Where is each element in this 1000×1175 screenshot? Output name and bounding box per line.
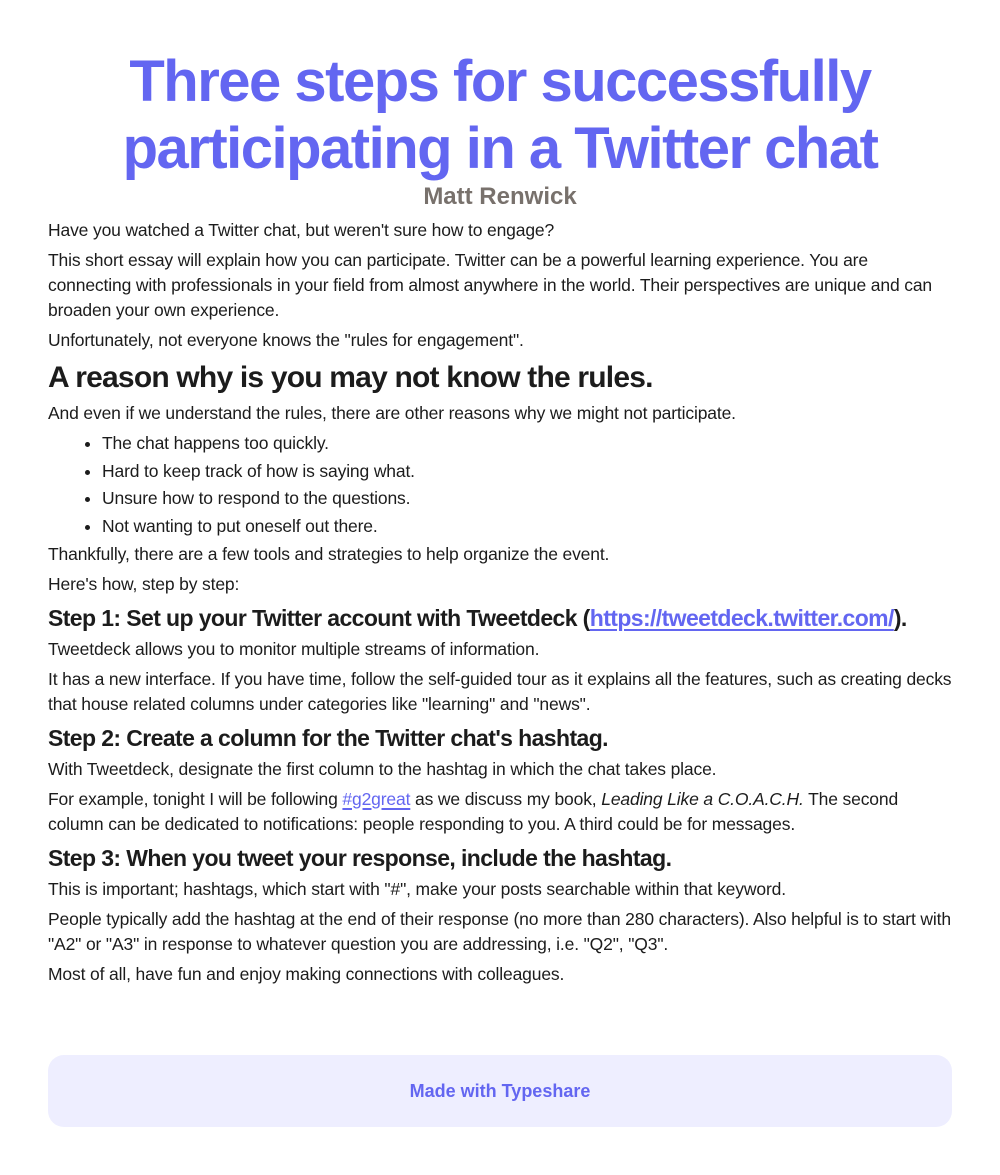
reasons-list [48, 431, 952, 539]
step2-text: For example, tonight I will be following [48, 788, 343, 809]
typeshare-footer[interactable] [48, 1055, 952, 1127]
list-item: • The chat happens too quickly. [102, 431, 952, 456]
footer-label[interactable]: Made with Typeshare [409, 1080, 591, 1101]
list-item: • Unsure how to respond to the questions. [102, 486, 952, 511]
step3-paragraph: This is important; hashtags, which start with "#", make your posts searchable within that keyword. [48, 878, 786, 899]
intro-paragraph: This short essay will explain how you can participate. Twitter can be a powerful learning experience. You are connecting with professionals in your field from almost anywhere in the world. Their perspectives are unique and can broaden your own experience. [48, 250, 933, 320]
page-title: Three steps for successfully participating in a Twitter chat [122, 49, 878, 181]
hashtag-link[interactable]: #g2great [342, 788, 411, 809]
intro-paragraph: Have you watched a Twitter chat, but weren't sure how to engage? [48, 220, 555, 240]
step3-paragraph: People typically add the hashtag at the end of their response (no more than 280 characters). Also helpful is to start with "A2" or "A3" in response to whatever question you are addressing, i.e. "Q2", "Q3". [48, 908, 951, 954]
step1-paragraph: It has a new interface. If you have time, follow the self-guided tour as it explains all the features, such as creating decks that house related columns under categories like "learning" and "news". [48, 668, 952, 714]
step1-paragraph: Tweetdeck allows you to monitor multiple streams of information. [48, 638, 540, 659]
step1-heading-text: Step 1: Set up your Twitter account with Tweetdeck ( [48, 604, 590, 631]
reason-lead-paragraph: And even if we understand the rules, there are other reasons why we might not participate. [48, 403, 736, 423]
book-title: Leading Like a C.O.A.C.H. [601, 788, 804, 809]
step3-heading: Step 3: When you tweet your response, include the hashtag. [48, 844, 672, 871]
author-name: Matt Renwick [423, 183, 577, 210]
step2-text: as we discuss my book, [410, 788, 602, 809]
section-heading-reason: A reason why is you may not know the rules. [48, 361, 653, 394]
reason-after-paragraph: Thankfully, there are a few tools and strategies to help organize the event. [48, 543, 610, 564]
step1-heading [48, 602, 952, 635]
reason-after-paragraph: Here's how, step by step: [48, 573, 240, 594]
step2-paragraph: With Tweetdeck, designate the first column to the hashtag in which the chat takes place. [48, 758, 717, 779]
step1-heading-end: ). [893, 604, 907, 631]
step2-example-paragraph [48, 787, 952, 837]
step2-heading: Step 2: Create a column for the Twitter chat's hashtag. [48, 724, 608, 751]
step2-text: The second column can be dedicated to notifications: people responding to you. A third could be for messages. [48, 788, 899, 834]
step3-paragraph: Most of all, have fun and enjoy making connections with colleagues. [48, 963, 565, 984]
list-item: • Hard to keep track of how is saying what. [102, 459, 952, 484]
tweetdeck-link[interactable]: https://tweetdeck.twitter.com/ [589, 604, 894, 631]
list-item: • Not wanting to put oneself out there. [102, 514, 952, 539]
intro-paragraph: Unfortunately, not everyone knows the "rules for engagement". [48, 330, 524, 350]
